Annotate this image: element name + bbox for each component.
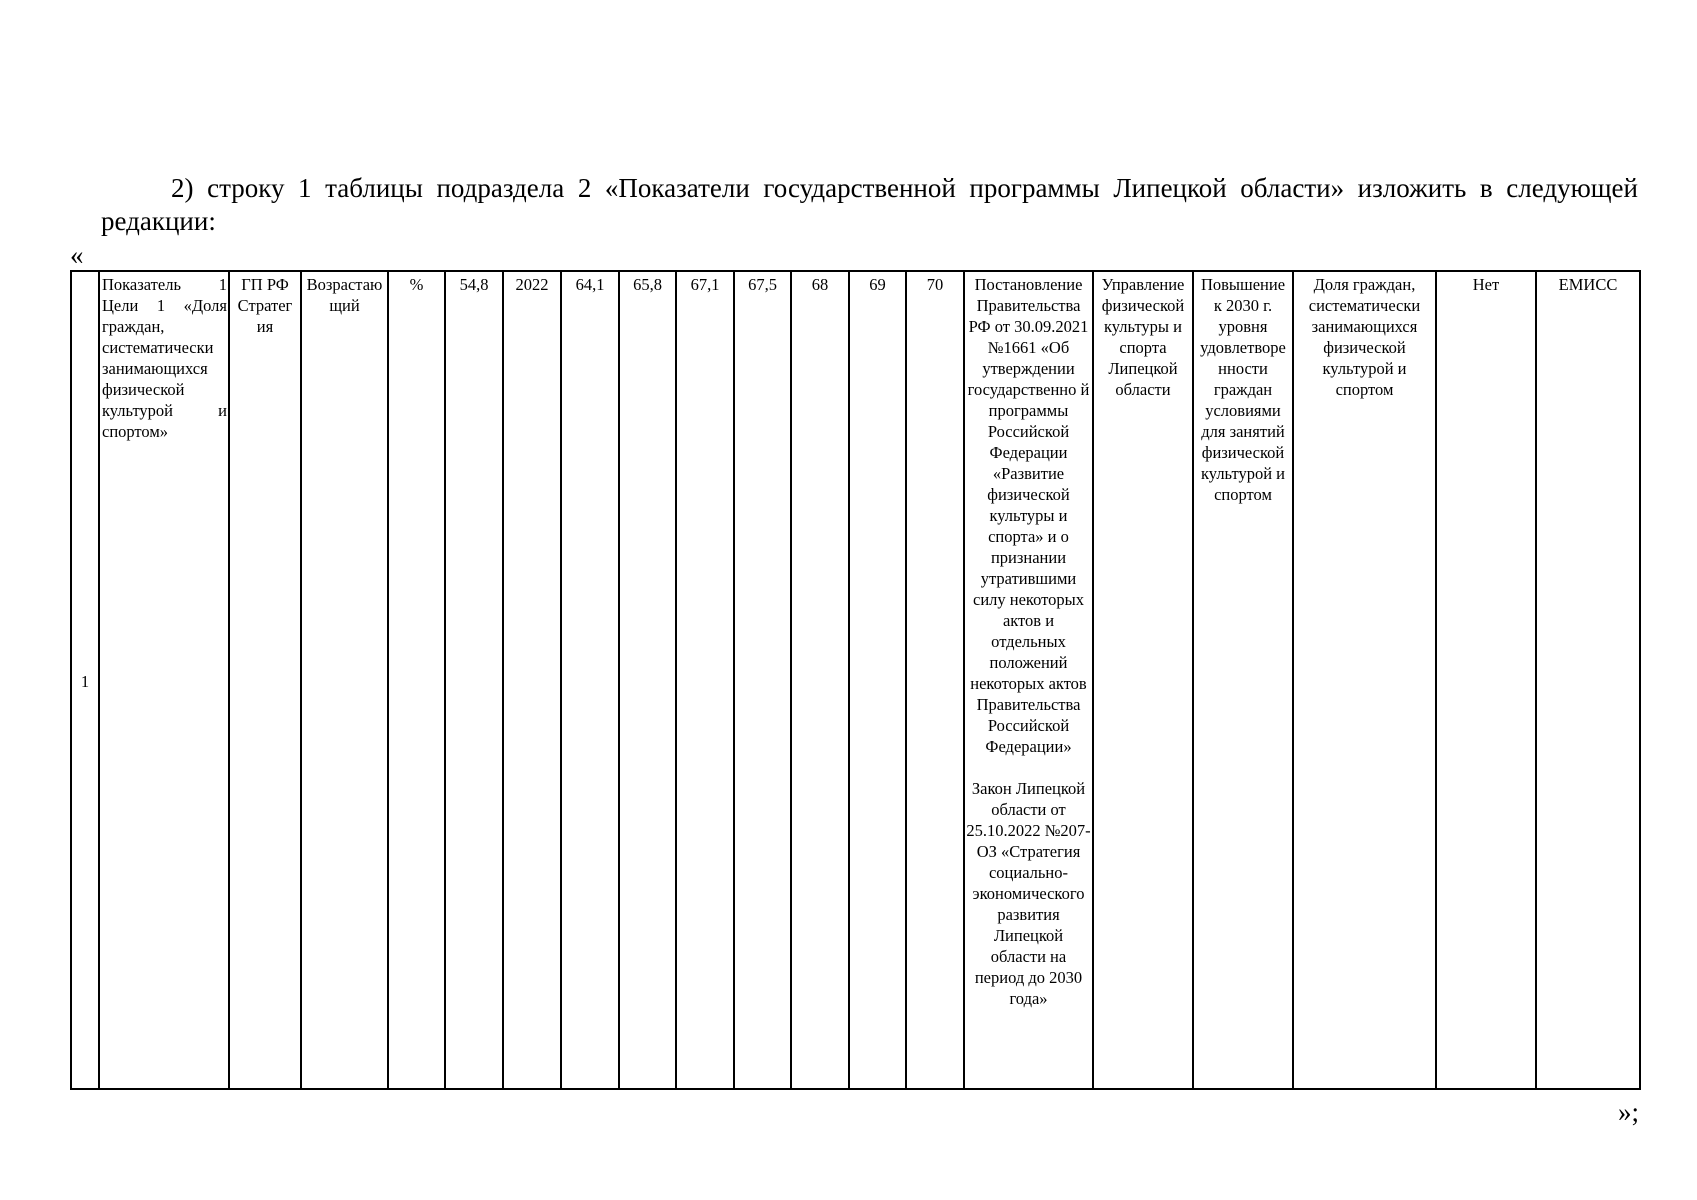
responsible-body: Управление физической культуры и спорта Липецкой области — [1093, 271, 1193, 1089]
gis-flag: Нет — [1436, 271, 1536, 1089]
linked-national-indicator: Доля граждан, систематически занимающихся физической культурой и спортом — [1293, 271, 1436, 1089]
information-system: ЕМИСС — [1536, 271, 1640, 1089]
year-value: 67,1 — [676, 271, 734, 1089]
intro-paragraph: 2) строку 1 таблицы подраздела 2 «Показатели государственной программы Липецкой области» изложить в следующей редакции: — [101, 173, 1638, 236]
base-value: 54,8 — [445, 271, 503, 1089]
regulatory-document — [964, 271, 1093, 1089]
indicator-level-text: ГП РФ Стратег ия — [237, 275, 293, 336]
indicator-table — [70, 270, 1641, 1090]
year-value: 67,5 — [734, 271, 791, 1089]
row-number: 1 — [71, 271, 99, 1089]
table-row — [71, 271, 1640, 1089]
opening-quote: « — [70, 240, 84, 270]
year-value: 65,8 — [619, 271, 676, 1089]
year-value: 69 — [849, 271, 906, 1089]
year-value: 70 — [906, 271, 964, 1089]
base-year: 2022 — [503, 271, 561, 1089]
indicator-level — [229, 271, 301, 1089]
indicator-trend: Возрастаю щий — [301, 271, 388, 1089]
indicator-name: Показатель 1 Цели 1 «Доля граждан, систематически занимающихся физической культурой и спортом» — [99, 271, 229, 1089]
year-value: 64,1 — [561, 271, 619, 1089]
regulatory-document-text: Постановление Правительства РФ от 30.09.2021 №1661 «Об утверждении государственно й программы Российской Федерации «Развитие физической культуры и спорта» и о признании утратившими силу некоторых актов и отдельных положений некоторых актов Правительства Российской Федерации» Закон Липецкой области от 25.10.2022 №207-ОЗ «Стратегия социально-экономического развития Липецкой области на период до 2030 года» — [966, 275, 1091, 1008]
closing-quote: »; — [1617, 1097, 1639, 1127]
unit-of-measure: % — [388, 271, 445, 1089]
year-value: 68 — [791, 271, 849, 1089]
linked-goal: Повышение к 2030 г. уровня удовлетворе нности граждан условиями для занятий физической культурой и спортом — [1193, 271, 1293, 1089]
